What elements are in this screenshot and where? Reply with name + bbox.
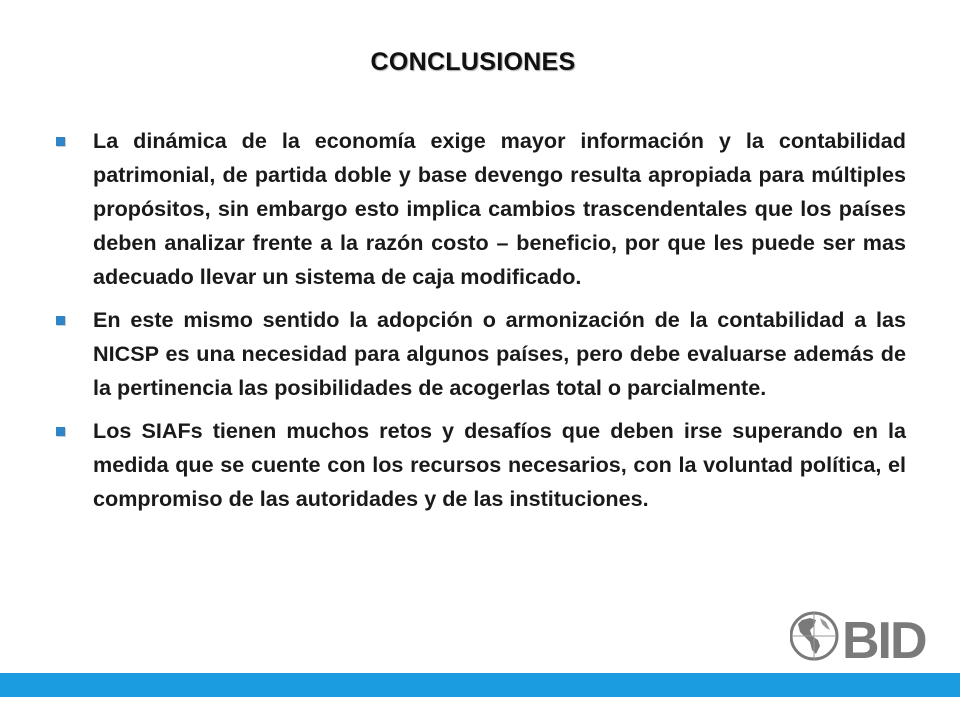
bid-logo xyxy=(790,606,934,666)
logo-text: BID xyxy=(842,612,926,666)
list-item xyxy=(56,303,906,405)
square-bullet-icon xyxy=(56,137,65,146)
slide-title: CONCLUSIONES xyxy=(370,48,576,76)
list-item xyxy=(56,124,906,294)
square-bullet-icon xyxy=(56,316,65,325)
bullet-text: La dinámica de la economía exige mayor información y la contabilidad patrimonial, de partida doble y base devengo resulta apropiada para múltiples propósitos, sin embargo esto implica cambios trascendentales que los países deben analizar frente a la razón costo – beneficio, por que les puede ser mas adecuado llevar un sistema de caja modificado. xyxy=(93,128,906,289)
globe-americas-icon xyxy=(791,613,837,659)
square-bullet-icon xyxy=(56,427,65,436)
bullet-text: En este mismo sentido la adopción o armonización de la contabilidad a las NICSP es una necesidad para algunos países, pero debe evaluarse además de la pertinencia las posibilidades de acogerlas total o parcialmente. xyxy=(93,307,906,400)
conclusions-list xyxy=(56,124,906,525)
bullet-text: Los SIAFs tienen muchos retos y desafíos que deben irse superando en la medida que se cuente con los recursos necesarios, con la voluntad política, el compromiso de las autoridades y de las instituciones. xyxy=(93,418,906,511)
bottom-accent-bar xyxy=(0,673,960,697)
list-item xyxy=(56,414,906,516)
